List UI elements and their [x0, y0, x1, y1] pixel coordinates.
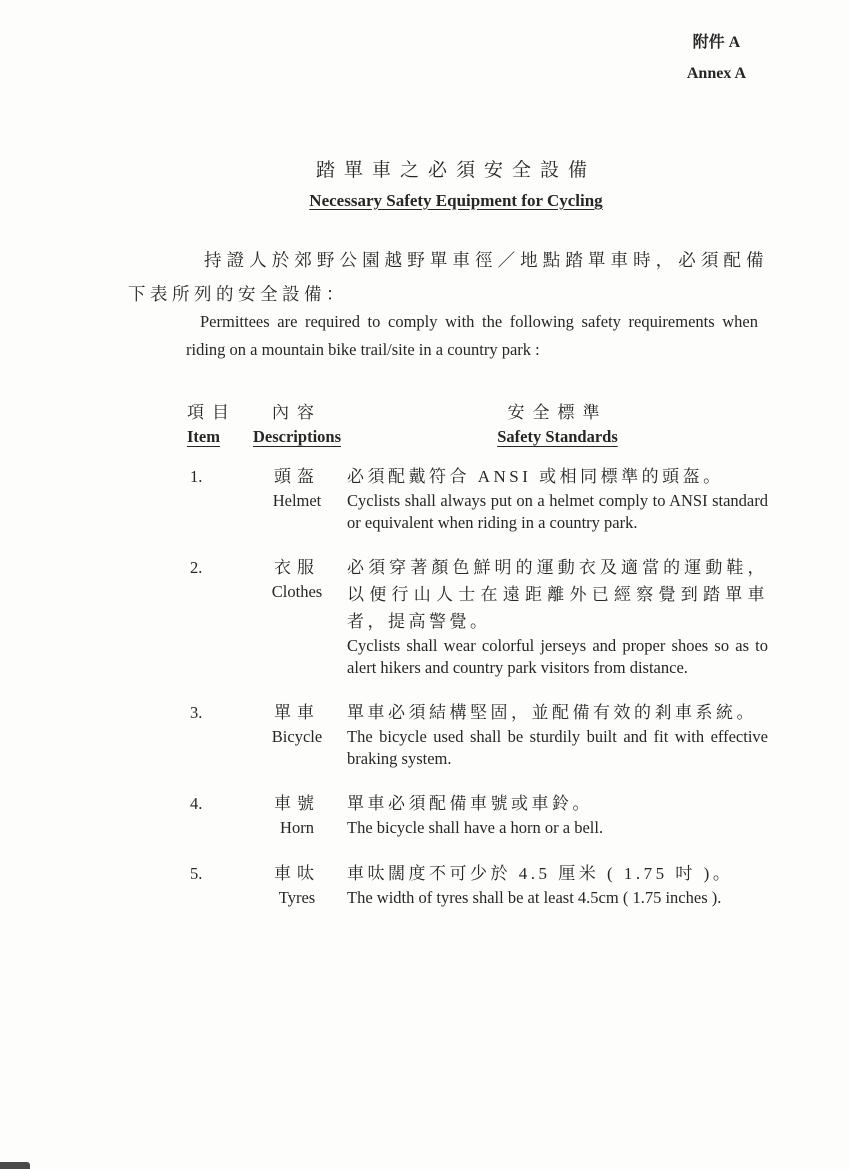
row-standard-en: The bicycle used shall be sturdily built and fit with effective braking system. [347, 727, 768, 768]
row-standard-en: Cyclists shall always put on a helmet comply to ANSI standard or equivalent when riding in a country park. [347, 491, 768, 532]
row-standard-zh: 車呔闊度不可少於 4.5 厘米 ( 1.75 吋 )。 [347, 864, 734, 883]
row-standard [347, 860, 768, 909]
table-row [185, 860, 768, 909]
row-standard [347, 463, 768, 533]
row-standard [347, 790, 768, 839]
annex-label-zh: 附件 A [692, 34, 741, 51]
table-row [185, 463, 768, 533]
row-description-en: Clothes [271, 582, 323, 601]
row-description [247, 463, 347, 533]
scan-artifact-smudge [0, 1162, 30, 1169]
row-description-en: Helmet [272, 491, 322, 510]
table-row [185, 699, 768, 769]
row-description [247, 860, 347, 909]
row-description-zh: 車呔 [274, 864, 320, 883]
header-standards-zh: 安全標準 [507, 403, 608, 422]
row-standard [347, 699, 768, 769]
row-description [247, 699, 347, 769]
row-standard-zh: 單車必須結構堅固，並配備有效的剎車系統。 [347, 703, 757, 722]
document-title-en: Necessary Safety Equipment for Cycling [309, 191, 603, 210]
row-number: 1. [190, 467, 203, 486]
row-number: 2. [190, 558, 203, 577]
row-standard-en: Cyclists shall wear colorful jerseys and proper shoes so as to alert hikers and country park visitors from distance. [347, 636, 768, 677]
row-description-en: Tyres [278, 888, 316, 907]
row-standard-zh: 單車必須配備車號或車鈴。 [347, 794, 593, 813]
row-number: 3. [190, 703, 203, 722]
annex-label-en: Annex A [686, 65, 746, 82]
row-description-en: Horn [280, 818, 314, 837]
intro-paragraph-en: Permittees are required to comply with the following safety requirements when riding on a mountain bike trail/site in a country park : [186, 312, 758, 359]
table-header-row [185, 400, 768, 449]
header-item [185, 400, 247, 449]
row-standard-en: The width of tyres shall be at least 4.5cm ( 1.75 inches ). [347, 888, 722, 907]
annex-label [687, 27, 746, 89]
row-description-zh: 頭盔 [274, 467, 320, 486]
header-standards-en: Safety Standards [497, 427, 618, 446]
row-description-zh: 衣服 [274, 558, 320, 577]
header-descriptions [247, 400, 347, 449]
header-standards [347, 400, 768, 449]
header-item-zh: 項目 [187, 403, 237, 422]
header-descriptions-zh: 內容 [272, 403, 322, 422]
table-row [185, 554, 768, 678]
row-standard-zh: 必須配戴符合 ANSI 或相同標準的頭盔。 [347, 467, 724, 486]
row-description-zh: 單車 [274, 703, 320, 722]
row-description [247, 790, 347, 839]
row-standard [347, 554, 768, 678]
header-descriptions-en: Descriptions [253, 427, 341, 446]
intro-paragraph-zh: 持證人於郊野公園越野單車徑／地點踏單車時，必須配備下表所列的安全設備： [128, 250, 768, 304]
row-description-en: Bicycle [271, 727, 323, 746]
row-number: 4. [190, 794, 203, 813]
row-standard-zh: 必須穿著顏色鮮明的運動衣及適當的運動鞋，以便行山人士在遠距離外已經察覺到踏單車者，提高警覺。 [347, 558, 768, 631]
row-description-zh: 車號 [274, 794, 320, 813]
title-block [0, 155, 850, 211]
row-number: 5. [190, 864, 203, 883]
row-description [247, 554, 347, 678]
safety-equipment-table [185, 400, 768, 930]
row-standard-en: The bicycle shall have a horn or a bell. [347, 818, 604, 837]
header-item-en: Item [187, 427, 220, 446]
document-title-zh: 踏單車之必須安全設備 [315, 160, 596, 181]
table-row [185, 790, 768, 839]
